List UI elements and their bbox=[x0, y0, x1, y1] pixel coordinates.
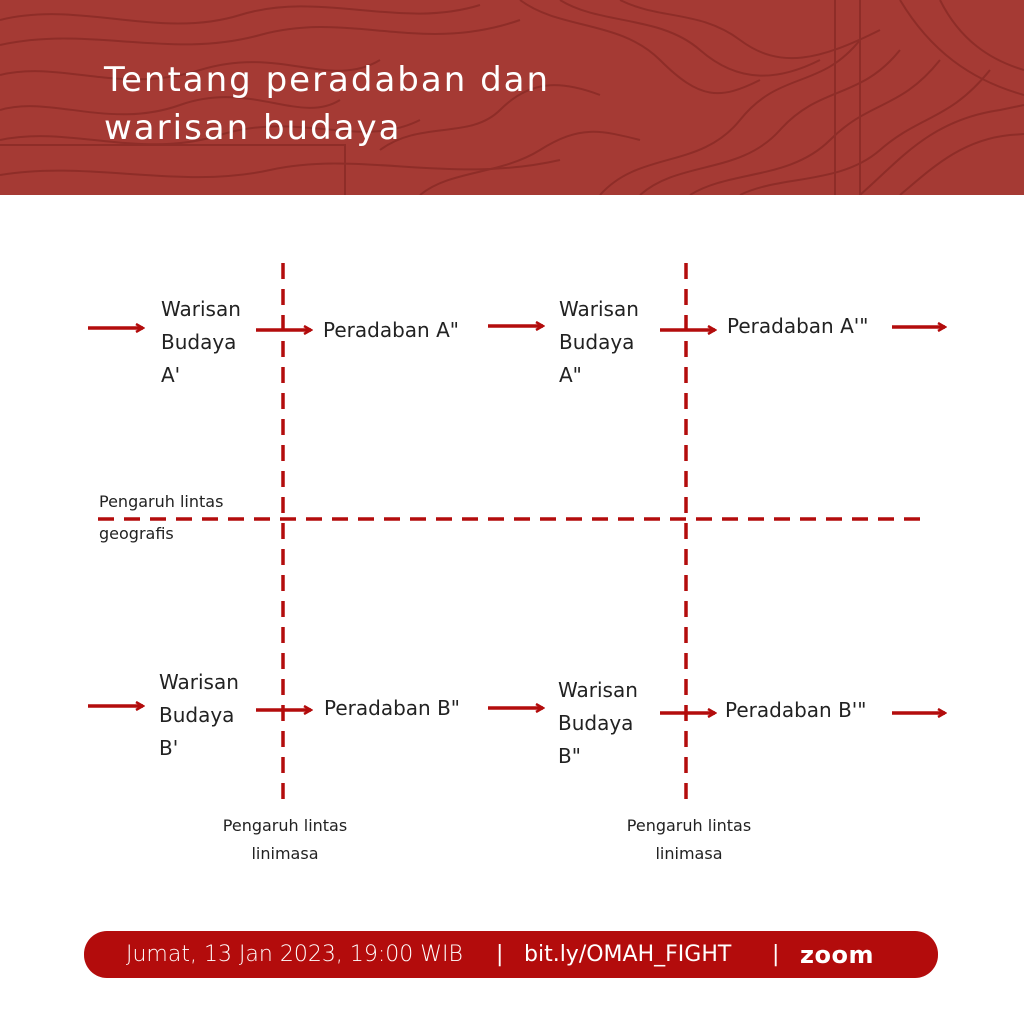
event-info-bar bbox=[84, 931, 938, 978]
timeline-influence-label-1: Pengaruh lintas linimasa bbox=[222, 816, 348, 863]
civilization-a-triple-prime: Peradaban A'" bbox=[727, 314, 869, 338]
heritage-b-double-prime: Warisan Budaya B" bbox=[558, 678, 638, 768]
separator: | bbox=[772, 942, 780, 967]
zoom-logo: zoom bbox=[800, 940, 874, 969]
event-date: Jumat, 13 Jan 2023, 19:00 WIB bbox=[126, 942, 463, 967]
heritage-b-prime: Warisan Budaya B' bbox=[159, 670, 239, 760]
separator: | bbox=[496, 942, 504, 967]
geography-influence-label: Pengaruh lintas geografis bbox=[99, 492, 224, 543]
timeline-influence-label-2: Pengaruh lintas linimasa bbox=[626, 816, 752, 863]
title-line-1: Tentang peradaban dan bbox=[104, 60, 551, 100]
civilization-b-double-prime: Peradaban B" bbox=[324, 696, 460, 720]
title-line-2: warisan budaya bbox=[104, 108, 402, 148]
heritage-a-double-prime: Warisan Budaya A" bbox=[559, 297, 639, 387]
registration-link[interactable]: bit.ly/OMAH_FIGHT bbox=[524, 942, 732, 967]
civilization-b-triple-prime: Peradaban B'" bbox=[725, 698, 867, 722]
civilization-a-double-prime: Peradaban A" bbox=[323, 318, 459, 342]
heritage-a-prime: Warisan Budaya A' bbox=[161, 297, 241, 387]
